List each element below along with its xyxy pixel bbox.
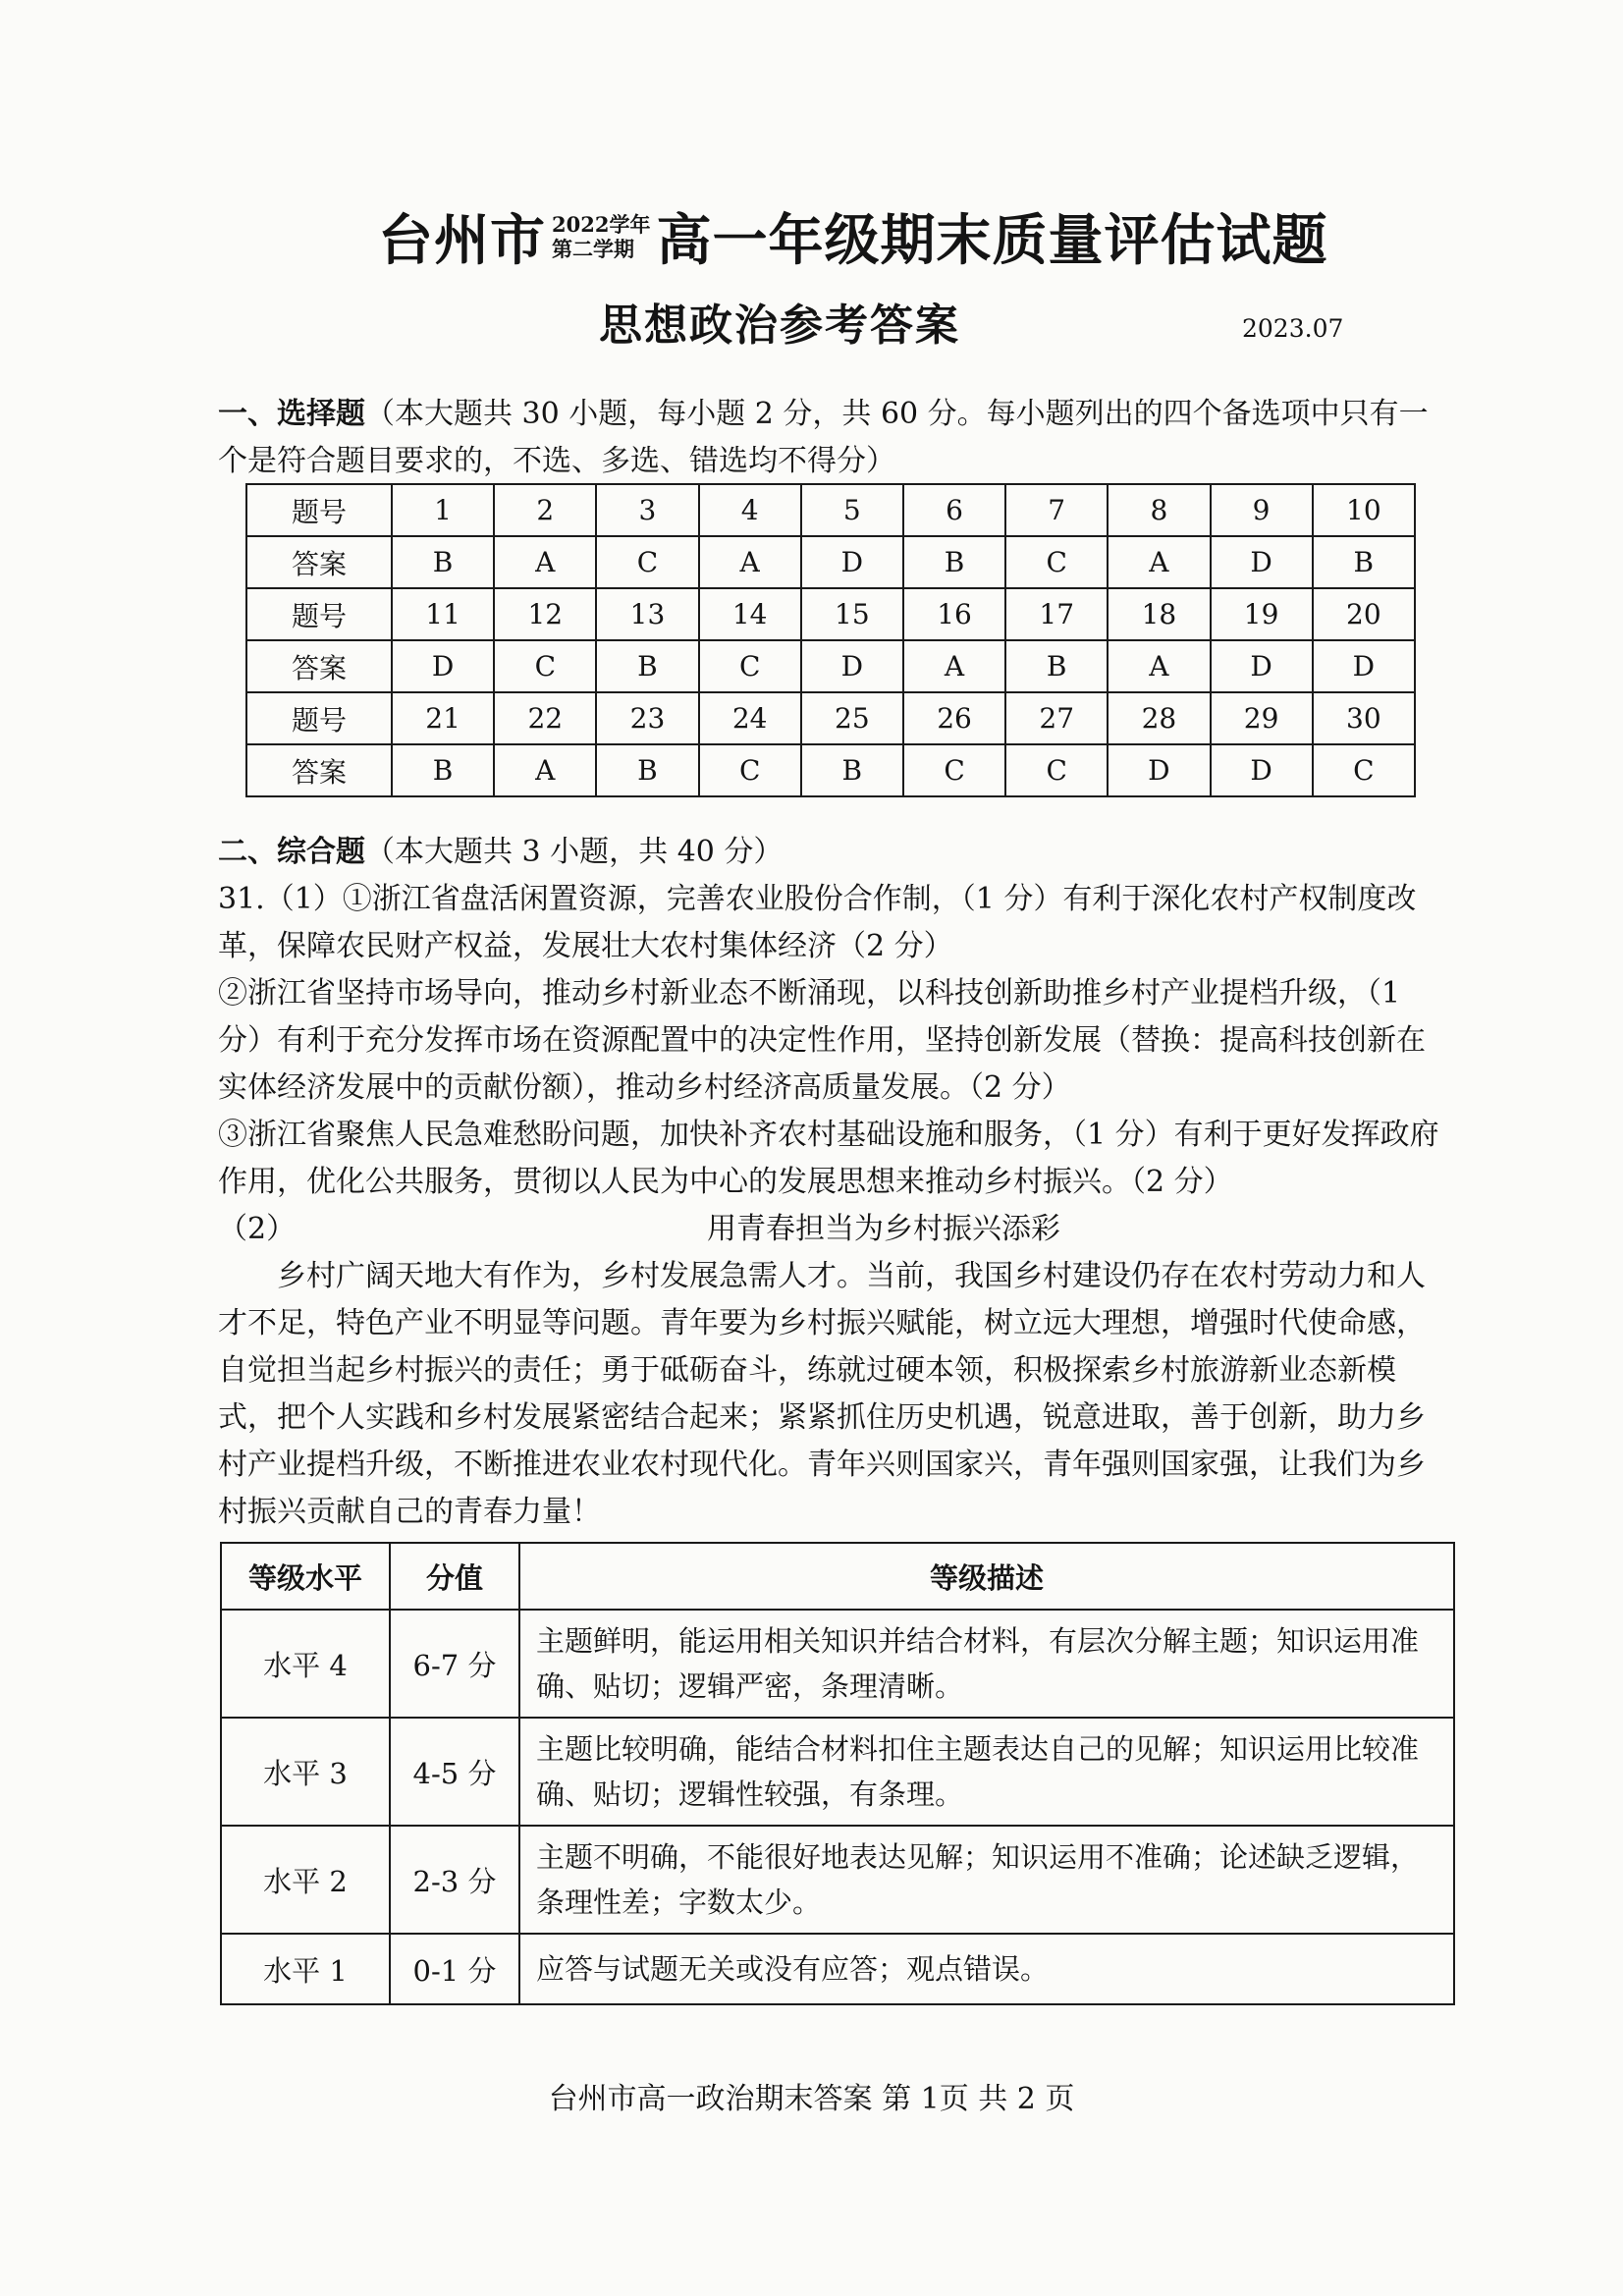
subtitle: 思想政治参考答案 xyxy=(599,301,960,351)
answer-row xyxy=(246,536,1415,588)
essay-title: 用青春担当为乡村振兴添彩 xyxy=(707,1212,1060,1246)
rubric-row xyxy=(221,1610,1454,1718)
rubric-desc-cell: 应答与试题无关或没有应答；观点错误。 xyxy=(519,1934,1454,2004)
answer-cell: A xyxy=(699,536,801,588)
question-number-cell: 6 xyxy=(903,484,1005,536)
title-term: 第二学期 xyxy=(552,237,634,261)
question-number-cell: 17 xyxy=(1005,588,1108,640)
answer-cell: D xyxy=(801,640,903,692)
question-number-cell: 28 xyxy=(1108,692,1210,744)
question-number-cell: 19 xyxy=(1211,588,1313,640)
rubric-score-cell: 6-7 分 xyxy=(390,1610,519,1718)
rubric-desc-cell: 主题鲜明，能运用相关知识并结合材料，有层次分解主题；知识运用准确、贴切；逻辑严密，条理清晰。 xyxy=(519,1610,1454,1718)
answer-cell: D xyxy=(1108,744,1210,796)
q31-part1: 31.（1）①浙江省盘活闲置资源，完善农业股份合作制，（1 分）有利于深化农村产权制度改革，保障农民财产权益，发展壮大农村集体经济（2 分） xyxy=(218,882,1417,963)
grading-rubric-table xyxy=(220,1542,1455,2005)
question-number-cell: 30 xyxy=(1313,692,1415,744)
title-term-stack xyxy=(552,212,650,261)
answer-cell: B xyxy=(596,744,698,796)
question-number-cell: 13 xyxy=(596,588,698,640)
section1-title: 一、选择题 xyxy=(218,397,365,431)
rubric-desc-cell: 主题不明确，不能很好地表达见解；知识运用不准确；论述缺乏逻辑，条理性差；字数太少。 xyxy=(519,1826,1454,1934)
rubric-level-cell: 水平 1 xyxy=(221,1934,390,2004)
question-number-cell: 20 xyxy=(1313,588,1415,640)
title-rest: 高一年级期末质量评估试题 xyxy=(656,208,1328,273)
title-year: 2022学年 xyxy=(552,212,651,237)
answer-cell: A xyxy=(494,744,596,796)
question-number-cell: 16 xyxy=(903,588,1005,640)
question-number-row xyxy=(246,692,1415,744)
question-number-cell: 10 xyxy=(1313,484,1415,536)
answer-cell: C xyxy=(1005,744,1108,796)
answer-cell: B xyxy=(392,744,494,796)
question-number-row xyxy=(246,484,1415,536)
question-number-cell: 26 xyxy=(903,692,1005,744)
answer-row xyxy=(246,744,1415,796)
section1-heading xyxy=(218,391,1440,485)
section1-desc: （本大题共 30 小题，每小题 2 分，共 60 分。每小题列出的四个备选项中只有一个是符合题目要求的，不选、多选、错选均不得分） xyxy=(218,397,1429,478)
question-number-cell: 14 xyxy=(699,588,801,640)
answer-cell: D xyxy=(1211,640,1313,692)
question-number-cell: 8 xyxy=(1108,484,1210,536)
title-city: 台州市 xyxy=(378,208,546,273)
answer-cell: C xyxy=(1313,744,1415,796)
answer-cell: D xyxy=(1211,536,1313,588)
section2-title: 二、综合题 xyxy=(218,835,365,869)
q31-part2: ②浙江省坚持市场导向，推动乡村新业态不断涌现，以科技创新助推乡村产业提档升级，（1 分）有利于充分发挥市场在资源配置中的决定性作用，坚持创新发展（替换：提高科技创新在实体经济发展中的贡献份额），推动乡村经济高质量发展。（2 分） xyxy=(218,976,1426,1105)
q31-sub2-label: （2） xyxy=(218,1212,297,1246)
row-label-number: 题号 xyxy=(246,692,392,744)
row-label-answer: 答案 xyxy=(246,536,392,588)
question-number-cell: 12 xyxy=(494,588,596,640)
row-label-answer: 答案 xyxy=(246,640,392,692)
answer-cell: D xyxy=(1313,640,1415,692)
answer-cell: B xyxy=(903,536,1005,588)
question-number-cell: 15 xyxy=(801,588,903,640)
question-number-cell: 7 xyxy=(1005,484,1108,536)
answer-cell: B xyxy=(1313,536,1415,588)
answer-cell: A xyxy=(494,536,596,588)
question-number-cell: 5 xyxy=(801,484,903,536)
exam-date: 2023.07 xyxy=(1242,314,1344,343)
question-number-cell: 27 xyxy=(1005,692,1108,744)
question-number-row xyxy=(246,588,1415,640)
row-label-answer: 答案 xyxy=(246,744,392,796)
question-number-cell: 9 xyxy=(1211,484,1313,536)
answer-cell: C xyxy=(699,744,801,796)
rubric-score-cell: 4-5 分 xyxy=(390,1718,519,1826)
row-label-number: 题号 xyxy=(246,588,392,640)
exam-title xyxy=(378,192,1327,281)
question-number-cell: 2 xyxy=(494,484,596,536)
answer-cell: A xyxy=(1108,536,1210,588)
rubric-row xyxy=(221,1718,1454,1826)
answer-cell: B xyxy=(596,640,698,692)
answer-cell: B xyxy=(1005,640,1108,692)
section2-heading xyxy=(218,829,1440,876)
answer-cell: C xyxy=(596,536,698,588)
answer-cell: A xyxy=(903,640,1005,692)
rubric-score-cell: 2-3 分 xyxy=(390,1826,519,1934)
question-number-cell: 25 xyxy=(801,692,903,744)
rubric-desc-cell: 主题比较明确，能结合材料扣住主题表达自己的见解；知识运用比较准确、贴切；逻辑性较强，有条理。 xyxy=(519,1718,1454,1826)
rubric-header-level: 等级水平 xyxy=(221,1543,390,1610)
answer-row xyxy=(246,640,1415,692)
q31-part3: ③浙江省聚焦人民急难愁盼问题，加快补齐农村基础设施和服务，（1 分）有利于更好发挥政府作用，优化公共服务，贯彻以人民为中心的发展思想来推动乡村振兴。（2 分） xyxy=(218,1118,1439,1199)
question-number-cell: 3 xyxy=(596,484,698,536)
question-number-cell: 29 xyxy=(1211,692,1313,744)
rubric-header-row xyxy=(221,1543,1454,1610)
answer-cell: C xyxy=(699,640,801,692)
question-number-cell: 23 xyxy=(596,692,698,744)
answer-cell: D xyxy=(1211,744,1313,796)
row-label-number: 题号 xyxy=(246,484,392,536)
question-number-cell: 1 xyxy=(392,484,494,536)
rubric-header-desc: 等级描述 xyxy=(519,1543,1454,1610)
answer-cell: B xyxy=(801,744,903,796)
rubric-row xyxy=(221,1934,1454,2004)
answer-cell: D xyxy=(392,640,494,692)
rubric-header-score: 分值 xyxy=(390,1543,519,1610)
question-number-cell: 21 xyxy=(392,692,494,744)
rubric-row xyxy=(221,1826,1454,1934)
answer-cell: C xyxy=(1005,536,1108,588)
rubric-level-cell: 水平 2 xyxy=(221,1826,390,1934)
question-number-cell: 11 xyxy=(392,588,494,640)
section2-desc: （本大题共 3 小题，共 40 分） xyxy=(365,835,784,869)
rubric-level-cell: 水平 3 xyxy=(221,1718,390,1826)
question-number-cell: 18 xyxy=(1108,588,1210,640)
page-footer: 台州市高一政治期末答案 第 1页 共 2 页 xyxy=(548,2082,1075,2116)
answer-cell: B xyxy=(392,536,494,588)
rubric-score-cell: 0-1 分 xyxy=(390,1934,519,2004)
choice-answer-table xyxy=(245,483,1416,797)
essay-body: 乡村广阔天地大有作为，乡村发展急需人才。当前，我国乡村建设仍存在农村劳动力和人才不足，特色产业不明显等问题。青年要为乡村振兴赋能，树立远大理想，增强时代使命感，自觉担当起乡村振兴的责任；勇于砥砺奋斗，练就过硬本领，积极探索乡村旅游新业态新模式，把个人实践和乡村发展紧密结合起来；紧紧抓住历史机遇，锐意进取，善于创新，助力乡村产业提档升级，不断推进农业农村现代化。青年兴则国家兴，青年强则国家强，让我们为乡村振兴贡献自己的青春力量！ xyxy=(218,1259,1426,1529)
question-number-cell: 4 xyxy=(699,484,801,536)
question-number-cell: 24 xyxy=(699,692,801,744)
answer-cell: C xyxy=(903,744,1005,796)
question-number-cell: 22 xyxy=(494,692,596,744)
rubric-level-cell: 水平 4 xyxy=(221,1610,390,1718)
answer-cell: D xyxy=(801,536,903,588)
answer-cell: A xyxy=(1108,640,1210,692)
answer-cell: C xyxy=(494,640,596,692)
